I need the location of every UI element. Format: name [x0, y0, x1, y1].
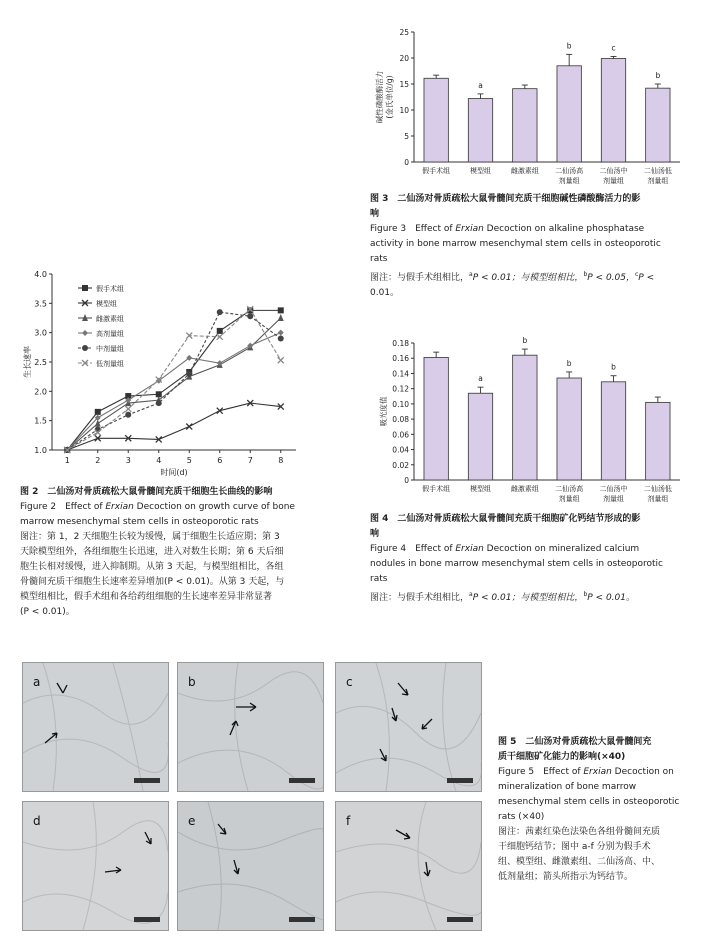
fig4-caption-title-en-3: nodules in bone marrow mesenchymal stem cells in osteoporotic [370, 559, 663, 569]
data-point [217, 309, 223, 315]
data-point [125, 412, 131, 418]
category-label-line2: 剂量组 [647, 495, 669, 503]
category-label: 假手术组 [422, 167, 451, 175]
bar [557, 378, 581, 480]
micrograph-panel-b [177, 662, 324, 792]
category-label: 模型组 [470, 485, 491, 493]
y-tick-label: 0 [404, 158, 409, 167]
category-label: 模型组 [470, 167, 491, 175]
scale-bar-icon [289, 917, 315, 922]
category-label: 二仙汤高 [555, 485, 584, 493]
fig5-caption-note-4: 低剂量组；箭头所指示为钙结节。 [498, 872, 634, 882]
fig5-caption-title-en-3: mineralization of bone marrow [498, 782, 637, 792]
fig5-caption-title-cn-1: 图 5 二仙汤对骨质疏松大鼠骨髓间充 [498, 737, 652, 747]
category-label: 雌激素组 [510, 167, 539, 175]
y-tick-label: 2.0 [34, 387, 47, 397]
y-tick-label: 3.0 [34, 328, 47, 338]
legend-label: 假手术组 [96, 285, 124, 293]
fig3-caption-title-en: Figure 3 Effect of Erxian Decoction on alkaline phosphatase [370, 224, 645, 234]
bar [424, 357, 448, 480]
category-label: 二仙汤高 [555, 167, 584, 175]
fig2-caption-title-en: Figure 2 Effect of Erxian Decoction on growth curve of bone [20, 502, 295, 512]
y-tick-label: 25 [399, 28, 409, 37]
data-point [217, 334, 223, 340]
data-point [217, 328, 223, 334]
micrograph-a-image [23, 663, 168, 791]
fig5-caption-note-2: 干细胞钙结节；图中 a-f 分别为假手术 [498, 842, 651, 852]
bar [557, 66, 581, 162]
category-label: 二仙汤低 [643, 167, 672, 175]
y-axis-label: 生长速率 [23, 346, 32, 378]
panel-label-b: b [188, 675, 196, 689]
category-label: 假手术组 [422, 485, 451, 493]
legend-label: 高剂量组 [96, 330, 124, 338]
significance-label: b [566, 41, 572, 51]
x-tick-label: 4 [156, 456, 162, 465]
micrograph-panel-a [22, 662, 169, 792]
data-point [156, 400, 162, 406]
y-tick-label: 4.0 [34, 270, 47, 279]
bar [513, 89, 537, 162]
y-axis-label: 碱性磷酸酶活力 [375, 70, 384, 124]
bar [601, 382, 625, 480]
fig4-caption-title-en: Figure 4 Effect of Erxian Decoction on mineralized calcium [370, 544, 640, 554]
fig4-caption-note: 图注：与假手术组相比，$^a$P < 0.01；与模型组相比，$^b$P < 0.01。 [370, 591, 635, 603]
fig2-caption-title-en-3: marrow mesenchymal stem cells in osteoporotic rats [20, 517, 259, 527]
significance-label: a [478, 80, 483, 90]
x-tick-label: 1 [64, 456, 70, 465]
data-point [186, 371, 192, 377]
category-label: 二仙汤低 [643, 485, 672, 493]
y-tick-label: 2.5 [34, 358, 47, 367]
bar [513, 355, 537, 480]
category-label-line2: 剂量组 [647, 177, 669, 185]
fig3-caption [370, 192, 700, 301]
fig3-caption-note: 图注：与假手术组相比，$^a$P < 0.01；与模型组相比，$^b$P < 0.05，$^c$P < [370, 271, 655, 283]
y-axis-label-unit: (金氏单位/g) [385, 75, 394, 119]
significance-label: b [522, 336, 528, 346]
fig3-caption-title-en-4: rats [370, 254, 388, 264]
fig3-caption-title-en-3: activity in bone marrow mesenchymal stem cells in osteoporotic [370, 239, 661, 249]
x-tick-label: 2 [95, 456, 101, 465]
category-label-line2: 剂量组 [603, 495, 624, 503]
fig4-caption-title-cn-2: 响 [370, 529, 380, 539]
fig5-caption-title-en-4: mesenchymal stem cells in osteoporotic [498, 797, 680, 807]
fig2-caption-note-3: 胞生长相对缓慢，进入抑制期。从第 3 天起，与模型组相比，各组 [20, 562, 284, 572]
micrograph-f-image [336, 802, 481, 930]
y-tick-label: 10 [399, 106, 409, 115]
fig2-caption-note-4: 骨髓间充质干细胞生长速率差异增加(P < 0.01)。从第 3 天起，与 [20, 577, 285, 587]
y-tick-label: 15 [399, 80, 409, 89]
data-point [186, 424, 192, 430]
panel-label-a: a [33, 675, 41, 689]
fig5-caption-title-en-5: rats (×40) [498, 812, 545, 822]
data-point [278, 307, 284, 313]
scale-bar-icon [447, 917, 473, 922]
y-tick-label: 3.5 [34, 299, 47, 309]
fig4-caption [370, 512, 700, 606]
panel-label-f: f [346, 814, 351, 828]
data-point [95, 409, 101, 415]
legend-marker [82, 285, 88, 291]
bar [646, 88, 670, 162]
y-tick-label: 0.10 [392, 399, 409, 409]
y-tick-label: 0.18 [392, 339, 409, 348]
significance-label: b [655, 71, 661, 80]
fig2-caption-note-6: (P < 0.01)。 [20, 607, 75, 617]
bar [424, 78, 448, 162]
fig3-caption-title-cn-1: 图 3 二仙汤对骨质疏松大鼠骨髓间充质干细胞碱性磷酸酶活力的影 [370, 194, 641, 204]
data-point [278, 336, 284, 342]
panel-label-e: e [188, 814, 196, 828]
fig4-absorbance-chart [370, 333, 690, 503]
legend-label: 模型组 [96, 300, 117, 308]
micrograph-b-image [178, 663, 323, 791]
x-tick-label: 6 [217, 456, 223, 465]
fig5-caption-title-cn-2: 质干细胞矿化能力的影响(×40) [498, 752, 626, 762]
data-point [278, 357, 284, 363]
micrograph-e-image [178, 802, 323, 930]
x-tick-label: 7 [247, 456, 253, 465]
legend-marker [82, 345, 88, 351]
micrograph-d-image [23, 802, 168, 930]
data-point [278, 314, 284, 321]
fig5-caption-title-en: Figure 5 Effect of Erxian Decoction on [498, 767, 674, 777]
bar [601, 59, 625, 162]
fig2-caption-note-5: 模型组相比，假手术组和各给药组细胞的生长速率差异非常显著 [20, 592, 273, 602]
legend-label: 中剂量组 [96, 345, 124, 353]
legend-marker [82, 330, 88, 336]
significance-label: c [611, 43, 616, 53]
data-point [278, 330, 284, 336]
category-label-line2: 剂量组 [603, 177, 624, 185]
fig2-caption-note-1: 图注：第 1，2 天细胞生长较为缓慢，属于细胞生长适应期；第 3 [20, 532, 280, 542]
fig3-alp-activity-chart [370, 22, 690, 192]
fig3-caption-title-cn-2: 响 [370, 209, 380, 219]
y-tick-label: 0.04 [392, 445, 409, 455]
micrograph-panel-f [335, 801, 482, 931]
scale-bar-icon [447, 778, 473, 783]
y-tick-label: 0.06 [392, 430, 409, 440]
scale-bar-icon [134, 778, 160, 783]
fig2-growth-curve-chart [18, 262, 308, 478]
category-label: 二仙汤中 [599, 167, 628, 175]
significance-label: b [566, 358, 572, 368]
y-axis-label: 吸光度值 [379, 396, 388, 427]
micrograph-panel-d [22, 801, 169, 931]
data-point [247, 307, 253, 313]
fig3-caption-note-end: 0.01。 [370, 288, 400, 298]
fig2-caption-note-2: 天除模型组外，各组细胞生长迅速，进入对数生长期；第 6 天后细 [20, 547, 284, 557]
y-tick-label: 1.5 [34, 416, 47, 426]
panel-label-d: d [33, 814, 41, 828]
y-tick-label: 0.16 [392, 354, 409, 364]
fig5-caption-note-3: 组、模型组、雌激素组、二仙汤高、中、 [498, 857, 661, 867]
data-point [125, 406, 131, 412]
fig4-caption-title-cn-1: 图 4 二仙汤对骨质疏松大鼠骨髓间充质干细胞矿化钙结节形成的影 [370, 514, 641, 524]
category-label-line2: 剂量组 [558, 495, 580, 503]
y-tick-label: 0.08 [392, 415, 409, 425]
fig2-caption [20, 485, 335, 620]
micrograph-c-image [336, 663, 481, 791]
bar [646, 402, 670, 480]
x-tick-label: 3 [125, 456, 131, 465]
bar [468, 99, 492, 162]
fig5-caption [498, 735, 703, 885]
category-label: 二仙汤中 [599, 485, 628, 493]
y-tick-label: 1.0 [34, 446, 47, 455]
category-label: 雌激素组 [510, 485, 539, 493]
y-tick-label: 20 [399, 54, 409, 63]
fig5-caption-note-1: 图注：茜素红染色法染色各组骨髓间充质 [498, 827, 661, 837]
data-point [247, 313, 253, 319]
category-label-line2: 剂量组 [558, 177, 580, 185]
significance-label: a [478, 374, 483, 384]
micrograph-panel-c [335, 662, 482, 792]
significance-label: b [611, 362, 616, 372]
fig2-caption-title-cn: 图 2 二仙汤对骨质疏松大鼠骨髓间充质干细胞生长曲线的影响 [20, 487, 273, 497]
y-tick-label: 0.14 [392, 369, 409, 379]
legend-label: 低剂量组 [96, 360, 124, 368]
micrograph-panel-e [177, 801, 324, 931]
legend-label: 雌激素组 [96, 315, 124, 323]
data-point [247, 343, 253, 349]
y-tick-label: 0.02 [392, 460, 409, 470]
bar [468, 393, 492, 480]
y-tick-label: 5 [404, 132, 409, 141]
x-axis-label: 时间(d) [160, 468, 188, 477]
scale-bar-icon [134, 917, 160, 922]
y-tick-label: 0.12 [392, 384, 409, 394]
x-tick-label: 8 [278, 456, 284, 465]
panel-label-c: c [346, 675, 353, 689]
x-tick-label: 5 [186, 456, 192, 465]
fig4-caption-title-en-4: rats [370, 574, 388, 584]
scale-bar-icon [289, 778, 315, 783]
y-tick-label: 0 [404, 476, 409, 485]
